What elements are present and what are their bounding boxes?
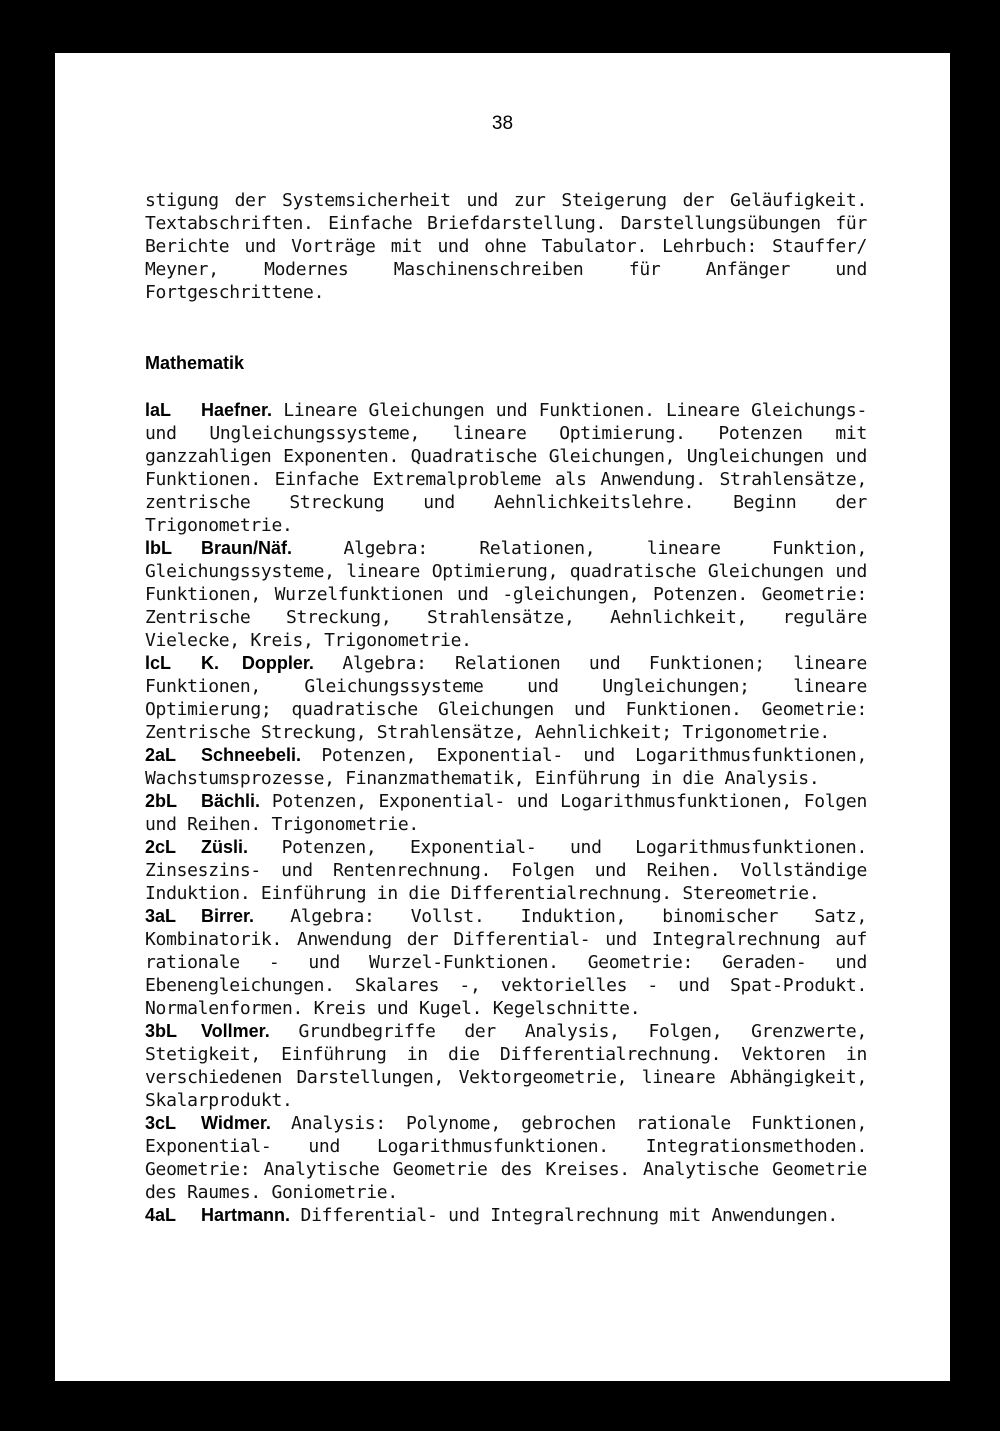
course-code: 4aL — [145, 1205, 177, 1225]
course-entry — [145, 1020, 867, 1112]
teacher-name: Vollmer. — [201, 1021, 270, 1041]
teacher-name: Braun/Näf. — [201, 538, 293, 558]
teacher-name: Schneebeli. — [201, 745, 302, 765]
intro-paragraph: stigung der Systemsicherheit und zur Steigerung der Geläufigkeit. Textabschriften. Einfache Briefdarstellung. Darstellungsübungen für Berichte und Vorträge mit und ohne Tabulator. Lehrbuch: Stauffer/ Meyner, Modernes Maschinenschreiben für Anfänger und Fortgeschrittene. — [145, 190, 867, 303]
course-code: lcL — [145, 653, 172, 673]
course-code: 2aL — [145, 745, 177, 765]
course-description: Analysis: Polynome, gebrochen rationale Funktionen, Exponential- und Logarithmusfunktionen. Integrationsmethoden. Geometrie: Analytische Geometrie des Kreises. Analytische Geometrie des Raumes. Goniometrie. — [145, 1113, 867, 1203]
course-list — [145, 399, 867, 1227]
course-description: Potenzen, Exponential- und Logarithmusfunktionen, Folgen und Reihen. Trigonometrie. — [145, 791, 867, 835]
course-entry — [145, 790, 867, 836]
course-entry — [145, 537, 867, 652]
page-number: 38 — [491, 113, 514, 134]
course-description: Algebra: Relationen und Funktionen; lineare Funktionen, Gleichungssysteme und Ungleichungen; lineare Optimierung; quadratische Gleichungen und Funktionen. Geometrie: Zentrische Streckung, Strahlensätze, Aehnlichkeit; Trigonometrie. — [145, 653, 867, 743]
course-code: 2bL — [145, 791, 178, 811]
teacher-name: Birrer. — [201, 906, 255, 926]
teacher-name: Züsli. — [201, 837, 249, 857]
course-description: Algebra: Vollst. Induktion, binomischer Satz, Kombinatorik. Anwendung der Differential- und Integralrechnung auf rationale - und Wurzel-Funktionen. Geometrie: Geraden- und Ebenengleichungen. Skalares -, vektorielles - und Spat-Produkt. Normalenformen. Kreis und Kugel. Kegelschnitte. — [145, 906, 867, 1019]
course-description: Grundbegriffe der Analysis, Folgen, Grenzwerte, Stetigkeit, Einführung in die Differentialrechnung. Vektoren in verschiedenen Darstellungen, Vektorgeometrie, lineare Abhängigkeit, Skalarprodukt. — [145, 1021, 867, 1111]
course-entry — [145, 1112, 867, 1204]
course-code: laL — [145, 400, 172, 420]
course-entry — [145, 399, 867, 537]
course-code: 3aL — [145, 906, 177, 926]
course-entry — [145, 836, 867, 905]
course-entry — [145, 744, 867, 790]
course-description: Potenzen, Exponential- und Logarithmusfunktionen, Wachstumsprozesse, Finanzmathematik, Einführung in die Analysis. — [145, 745, 867, 789]
course-code: lbL — [145, 538, 172, 558]
teacher-name: K. Doppler. — [201, 653, 314, 673]
teacher-name: Widmer. — [201, 1113, 271, 1133]
course-description: Lineare Gleichungen und Funktionen. Lineare Gleichungs- und Ungleichungssysteme, lineare Optimierung. Potenzen mit ganzzahligen Exponenten. Quadratische Gleichungen, Ungleichungen und Funktionen. Einfache Extremalprobleme als Anwendung. Strahlensätze, zentrische Streckung und Aehnlichkeitslehre. Beginn der Trigonometrie. — [145, 400, 867, 536]
course-entry — [145, 1204, 867, 1227]
teacher-name: Haefner. — [201, 400, 273, 420]
course-description: Potenzen, Exponential- und Logarithmusfunktionen. Zinseszins- und Rentenrechnung. Folgen und Reihen. Vollständige Induktion. Einführung in die Differentialrechnung. Stereometrie. — [145, 837, 867, 904]
course-description: Algebra: Relationen, lineare Funktion, Gleichungssysteme, lineare Optimierung, quadratische Gleichungen und Funktionen, Wurzelfunktionen und -gleichungen, Potenzen. Geometrie: Zentrische Streckung, Strahlensätze, Aehnlichkeit, reguläre Vielecke, Kreis, Trigonometrie. — [145, 538, 867, 651]
document-page — [55, 53, 950, 1381]
course-code: 3cL — [145, 1113, 177, 1133]
course-code: 2cL — [145, 837, 177, 857]
teacher-name: Bächli. — [201, 791, 261, 811]
course-description: Differential- und Integralrechnung mit Anwendungen. — [290, 1205, 838, 1226]
course-entry — [145, 905, 867, 1020]
section-title: Mathematik — [145, 353, 245, 373]
course-code: 3bL — [145, 1021, 178, 1041]
course-entry — [145, 652, 867, 744]
teacher-name: Hartmann. — [201, 1205, 291, 1225]
